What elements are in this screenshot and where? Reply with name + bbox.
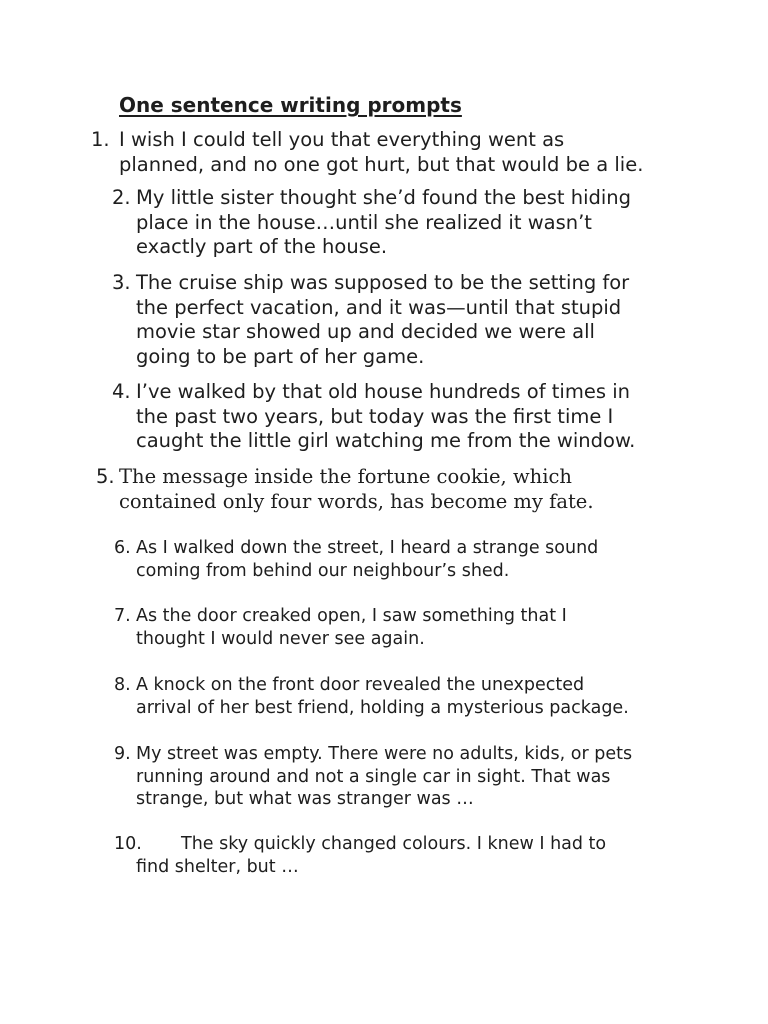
item-text-line: strange, but what was stranger was …	[136, 789, 474, 809]
item-text-line: thought I would never see again.	[136, 628, 425, 649]
list-item-2	[112, 186, 632, 260]
item-number: 3.	[112, 271, 131, 294]
list-item-9	[114, 743, 633, 811]
list-item-4	[112, 380, 636, 454]
item-text-line: As I walked down the street, I heard a strange sound	[136, 538, 599, 558]
item-text-line: arrival of her best friend, holding a mysterious package.	[136, 697, 629, 718]
item-text-line: A knock on the front door revealed the unexpected	[136, 675, 585, 695]
item-text-line: I wish I could tell you that everything went as	[119, 128, 565, 151]
list-item-1	[91, 128, 644, 177]
item-text-line: contained only four words, has become my fate.	[119, 490, 594, 513]
list-item-3	[112, 271, 630, 369]
item-text-line: find shelter, but …	[136, 856, 299, 877]
item-number: 7.	[114, 606, 131, 626]
item-text-line: coming from behind our neighbour’s shed.	[136, 560, 510, 581]
item-text-line: the perfect vacation, and it was—until that stupid	[136, 295, 622, 319]
item-number: 1.	[91, 128, 110, 151]
item-text-line: The cruise ship was supposed to be the setting for	[136, 271, 630, 294]
item-text-line: going to be part of her game.	[136, 344, 425, 368]
item-text-line: exactly part of the house.	[136, 235, 388, 258]
page-title: One sentence writing prompts	[119, 93, 462, 117]
item-text-line: running around and not a single car in sight. That was	[136, 766, 611, 787]
list-item-5	[96, 464, 594, 514]
list-item-7	[114, 605, 567, 650]
item-text-line: The sky quickly changed colours. I knew I had to	[181, 834, 607, 854]
item-number: 5.	[96, 465, 115, 488]
item-text-line: As the door creaked open, I saw something that I	[136, 606, 567, 626]
item-number: 8.	[114, 675, 131, 695]
item-text-line: movie star showed up and decided we were all	[136, 320, 595, 343]
list-item-6	[114, 537, 599, 582]
item-number: 10.	[114, 834, 142, 854]
item-number: 6.	[114, 538, 131, 558]
item-text-line: My little sister thought she’d found the best hiding	[136, 186, 632, 209]
item-text-line: planned, and no one got hurt, but that would be a lie.	[119, 152, 644, 176]
list-item-10	[114, 833, 607, 878]
item-number: 4.	[112, 380, 131, 403]
item-text-line: caught the little girl watching me from the window.	[136, 429, 636, 452]
item-text-line: place in the house…until she realized it wasn’t	[136, 210, 592, 234]
item-text-line: the past two years, but today was the first time I	[136, 404, 614, 428]
item-number: 9.	[114, 744, 131, 764]
item-text-line: I’ve walked by that old house hundreds of times in	[136, 380, 630, 403]
item-text-line: The message inside the fortune cookie, which	[119, 465, 572, 488]
item-number: 2.	[112, 186, 131, 209]
item-text-line: My street was empty. There were no adults, kids, or pets	[136, 744, 633, 764]
list-item-8	[114, 674, 629, 719]
